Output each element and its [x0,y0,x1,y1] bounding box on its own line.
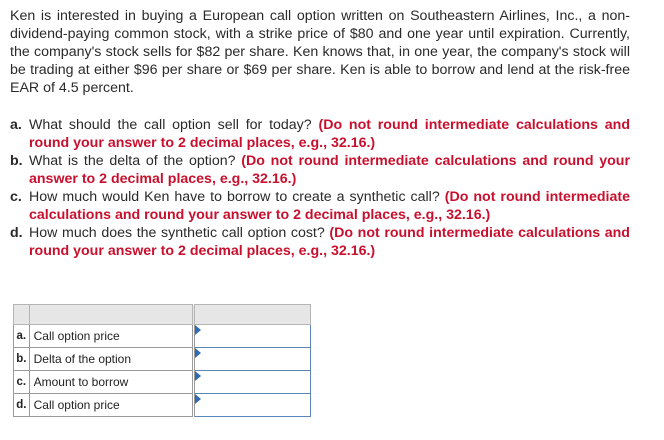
row-label: Delta of the option [29,348,193,371]
answer-row-b [14,348,311,371]
question-letter: d. [10,225,23,241]
row-letter: c. [14,371,30,394]
question-c [10,188,630,224]
question-text: What should the call option sell for today? [29,117,319,133]
answer-table [13,304,311,417]
question-letter: a. [10,117,22,133]
question-list [10,116,630,260]
answer-row-d [14,394,311,417]
question-text: How much does the synthetic call option cost? [29,225,330,241]
answer-table-header [14,305,311,325]
answer-row-a [14,325,311,348]
question-instruction: (Do not round intermediate calculations and round your answer to 2 decimal places, e.g., 32.16.) [29,189,630,223]
question-text: What is the delta of the option? [29,153,242,169]
question-instruction: (Do not round intermediate calculations and round your answer to 2 decimal places, e.g., 32.16.) [29,225,630,259]
question-a [10,116,630,152]
question-d [10,224,630,260]
row-label: Amount to borrow [29,371,193,394]
question-text: How much would Ken have to borrow to create a synthetic call? [29,189,445,205]
row-letter: a. [14,325,30,348]
row-letter: b. [14,348,30,371]
question-b [10,152,630,188]
row-letter: d. [14,394,30,417]
question-instruction: (Do not round intermediate calculations and round your answer to 2 decimal places, e.g., 32.16.) [29,117,630,151]
delta-input[interactable] [195,349,310,369]
question-letter: c. [10,189,22,205]
row-label: Call option price [29,325,193,348]
row-label: Call option price [29,394,193,417]
call-option-price-input[interactable] [195,326,310,346]
answer-row-c [14,371,311,394]
synthetic-call-price-input[interactable] [195,395,310,415]
problem-statement: Ken is interested in buying a European call option written on Southeastern Airlines, Inc., a non-dividend-paying common stock, with a strike price of $80 and one year until expiration. Currently, the company's stock sells for $82 per share. Ken knows that, in one year, the company's stock will be trading at either $96 per share or $69 per share. Ken is able to borrow and lend at the risk-free EAR of 4.5 percent. [10,8,630,96]
amount-to-borrow-input[interactable] [195,372,310,392]
question-letter: b. [10,153,23,169]
question-instruction: (Do not round intermediate calculations and round your answer to 2 decimal places, e.g., 32.16.) [29,153,630,187]
